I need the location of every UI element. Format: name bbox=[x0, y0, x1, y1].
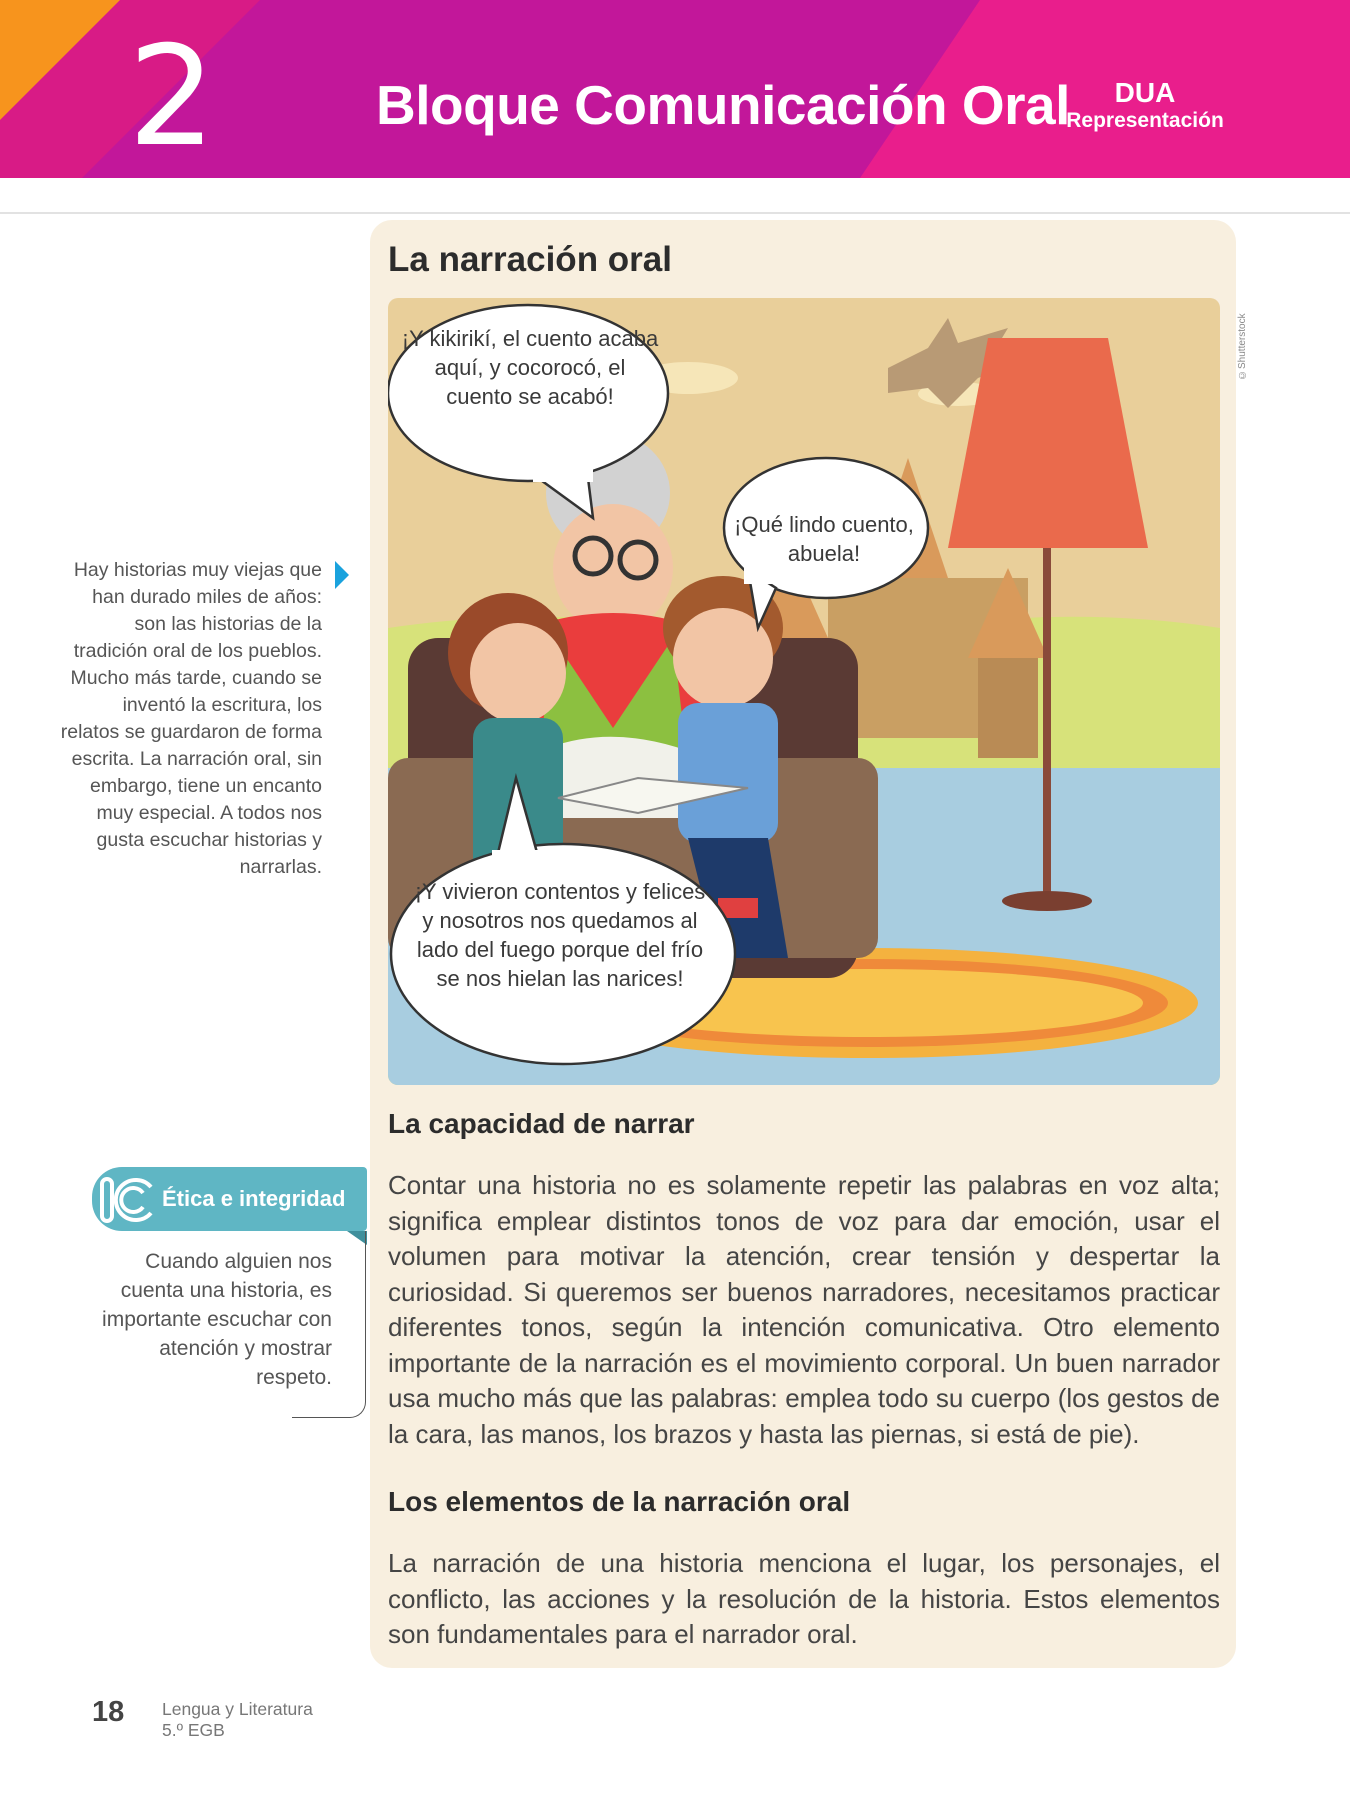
section-title-capacidad: La capacidad de narrar bbox=[388, 1108, 695, 1139]
ethics-box bbox=[92, 1167, 367, 1417]
block-title: Bloque Comunicación Oral bbox=[376, 74, 1070, 136]
sidebar-note: Hay historias muy viejas que han durado miles de años: son las historias de la tradición oral de los pueblos. Mucho más tarde, cuando se inventó la escritura, los relatos se guardaron de forma escrita. La narración oral, sin embargo, tiene un encanto muy especial. A todos nos gusta escuchar historias y narrarlas. bbox=[60, 559, 322, 878]
dua-badge bbox=[1050, 78, 1240, 134]
dua-label: DUA bbox=[1114, 77, 1176, 108]
bubble-text-3: ¡Y vivieron contentos y felices y nosotros nos quedamos al lado del fuego porque del frío se nos hielan las narices! bbox=[414, 879, 706, 991]
image-credit: ©Shutterstock bbox=[1237, 313, 1248, 380]
section-text-elementos: La narración de una historia menciona el lugar, los personajes, el conflicto, las acciones y la resolución de la historia. Estos elementos son fundamentales para el narrador oral. bbox=[388, 1548, 1220, 1649]
ethics-text: Cuando alguien nos cuenta una historia, es importante escuchar con atención y mostrar respeto. bbox=[102, 1250, 332, 1389]
ic-logo-icon bbox=[96, 1173, 156, 1227]
footer-subject: Lengua y Literatura bbox=[162, 1699, 313, 1719]
header-band bbox=[0, 0, 1350, 178]
bubble-text-2: ¡Qué lindo cuento, abuela! bbox=[734, 512, 914, 566]
unit-number: 2 bbox=[128, 16, 216, 177]
footer-grade: 5.º EGB bbox=[162, 1720, 225, 1740]
page-number: 18 bbox=[92, 1696, 125, 1728]
arrow-right-icon bbox=[335, 561, 349, 589]
header-divider bbox=[0, 212, 1350, 214]
section-text-capacidad: Contar una historia no es solamente repetir las palabras en voz alta; significa emplear distintos tonos de voz para dar emoción, usar el volumen para motivar la atención, crear tensión y despertar la curiosidad. Si queremos ser buenos narradores, necesitamos practicar diferentes tonos, según la intención comunicativa. Otro elemento importante de la narración es el movimiento corporal. Un buen narrador usa mucho más que las palabras: emplea todo su cuerpo (los gestos de la cara, las manos, los brazos y hasta las piernas, si está de pie). bbox=[388, 1170, 1220, 1449]
section-title-elementos: Los elementos de la narración oral bbox=[388, 1486, 851, 1517]
dua-sub-label: Representación bbox=[1066, 109, 1224, 132]
bubble-text-1: ¡Y kikirikí, el cuento acaba aquí, y cocorocó, el cuento se acabó! bbox=[401, 326, 659, 409]
page-title: La narración oral bbox=[388, 240, 672, 279]
ethics-title: Ética e integridad bbox=[162, 1186, 346, 1211]
